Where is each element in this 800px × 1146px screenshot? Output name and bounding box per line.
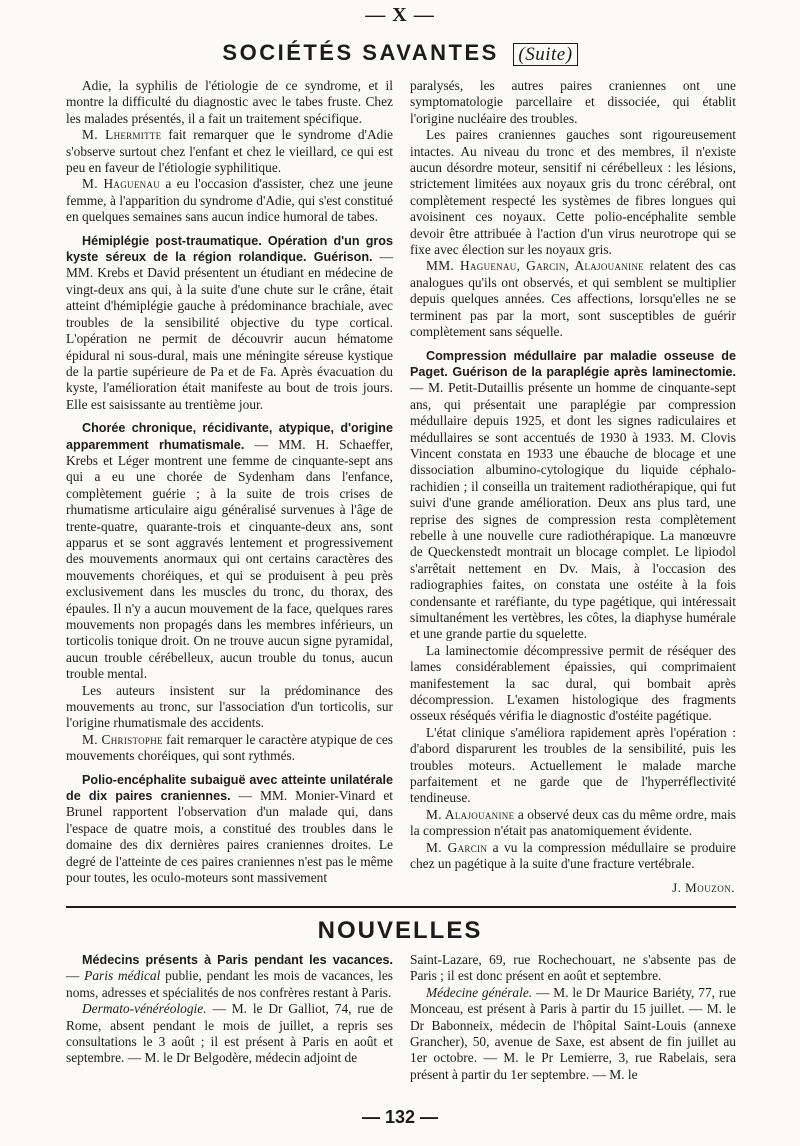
paragraph (66, 176, 393, 225)
paragraph-text: a observé deux cas du même ordre, mais la compression n'était pas anatomiquement évidente. (410, 806, 736, 839)
paragraph-text: L'état clinique s'améliora rapidement après l'opération : d'abord disparurent les troubles de la sensibilité, puis les troubles moteurs. Actuellement le malade marche parfaitement et ne garde que de l'hyperréflectivité tendineuse. (410, 724, 736, 806)
section-suffix: (Suite) (513, 43, 577, 66)
paragraph-text: Adie, la syphilis de l'étiologie de ce syndrome, et il montre la difficulté du diagnostic avec le tabes fruste. Chez les malades présentés, il a fait un traitement spécifique. (66, 78, 393, 126)
speaker-name: M. Lhermitte (82, 127, 162, 143)
nouvelles-paragraph: Saint-Lazare, 69, rue Rochechouart, ne s'absente pas de Paris ; il est donc présent en août et septembre. (410, 952, 736, 984)
speaker-name: M. Garcin (426, 839, 488, 855)
journal-name: Paris médical (84, 968, 161, 984)
paragraph (410, 258, 736, 340)
nouvelles-text: — M. le Dr Maurice Bariéty, 77, rue Monceau, est présent à Paris à partir du 15 juillet. — M. le Dr Babonneix, médecin de l'hôpital Saint-Louis (annexe Grancher), 50, avenue de Saxe, est absent de fin juillet au 1er octobre. — M. le Pr Lemierre, 3, rue Rabelais, sera présent à partir du 1er septembre. — M. le (410, 984, 736, 1082)
paragraph (66, 78, 393, 127)
nouvelles-paragraph (66, 1001, 393, 1067)
rubric-heading: Compression médullaire par maladie osseuse de Paget. Guérison de la paraplégie après laminectomie. (410, 348, 736, 379)
specialty-label: Dermato-vénéréologie. (82, 1001, 207, 1017)
nouvelles-column-right (410, 952, 736, 1083)
section-title (0, 40, 800, 66)
specialty-label: Médecine générale. (426, 984, 533, 1000)
rubric-heading: Hémiplégie post-traumatique. Opération d'un gros kyste séreux de la région rolandique. Guérison. (66, 233, 393, 265)
rubric-heading: Polio-encéphalite subaiguë avec atteinte unilatérale de dix paires craniennes. (66, 772, 393, 804)
speaker-name: M. Haguenau (82, 176, 161, 192)
paragraph-text: Les auteurs insistent sur la prédominance des mouvements au tronc, sur l'association d'un torticolis, sur l'origine rhumatismale des accidents. (66, 682, 393, 731)
author-signature: J. Mouzon. (672, 880, 735, 895)
nouvelles-text: — (66, 968, 85, 984)
paragraph (410, 348, 736, 643)
paragraph (410, 807, 736, 840)
column-left (66, 78, 393, 887)
nouvelles-column-left (66, 952, 393, 1067)
nouvelles-paragraph (66, 952, 393, 1001)
section-divider (66, 906, 736, 908)
rubric-heading: Chorée chronique, récidivante, atypique, d'origine apparemment rhumatismale. (66, 421, 393, 452)
speaker-name: MM. Haguenau, Garcin, Alajouanine (426, 258, 644, 274)
paragraph-text: fait remarquer le caractère atypique de ces mouvements choréiques, qui sont rythmés. (66, 731, 393, 764)
paragraph (66, 127, 393, 176)
paragraph-text: fait remarquer que le syndrome d'Adie s'observe surtout chez l'enfant et chez le vieillard, ce qui est peu en faveur de l'étiologie syphilitique. (66, 127, 394, 176)
paragraph-text: — MM. Monier-Vinard et Brunel rapportent l'observation d'un malade qui, dans l'espace de quatre mois, a constitué des troubles dans le domaine des dix dernières paires craniennes droites. Le degré de l'atteinte de ces paires craniennes n'est pas le même pour toutes, les oculo-moteurs sont massivement (66, 788, 393, 886)
paragraph-text: a eu l'occasion d'assister, chez une jeune femme, à l'apparition du syndrome d'Adie, qui s'est constitué en quelques semaines sans aucun indice humoral de tabes. (66, 176, 393, 225)
column-right (410, 78, 736, 873)
paragraph (410, 127, 736, 258)
paragraph (410, 725, 736, 807)
paragraph-text: — MM. H. Schaeffer, Krebs et Léger montrent une femme de cinquante-sept ans qui a eu une chorée de Sydenham dans l'enfance, complètement guérie ; à la suite de trois crises de rhumatisme articulaire aigu généralisé survenues à l'âge de trente-quatre, quarante-trois et cinquante-deux ans, sont apparus et se sont aggravés lentement et progressivement des mouvements anormaux qui ont certains caractères des mouvements choréiques, et qui se produisent à peu près exclusivement dans les muscles du tronc, du thorax, des épaules. Il n'y a aucun mouvement de la face, quelques rares mouvements non propagés dans les membres inférieurs, un torticolis tonique droit. On ne trouve aucun signe pyramidal, aucun trouble cérébelleux, aucun trouble du tonus, aucun trouble mental. (66, 436, 393, 682)
paragraph-text: a vu la compression médullaire se produire chez un pagétique à la suite d'une fracture vertébrale. (410, 839, 736, 872)
paragraph (410, 78, 736, 127)
speaker-name: M. Christophe (82, 731, 163, 747)
paragraph-text: Les paires craniennes gauches sont rigoureusement intactes. Au niveau du tronc et des membres, il n'existe aucun désordre moteur, sensitif ni cérébelleux : les lésions, strictement limitées aux noyaux gris du tronc cérébral, ont complètement respecté les systèmes de fibres longues qui avoisinent ces noyaux. Cette polio-encéphalite semble devoir être attribuée à l'action d'un virus neurotrope qui se fixe avec élection sur les noyaux gris. (410, 127, 736, 258)
speaker-name: M. Alajouanine (426, 806, 515, 822)
paragraph (66, 772, 393, 887)
paragraph-text: paralysés, les autres paires craniennes ont une symptomatologie parcellaire et dissociée, qui établit l'origine nucléaire des troubles. (410, 78, 736, 126)
roman-numeral-header: — X — (365, 4, 435, 26)
paragraph-text: — M. Petit-Dutaillis présente un homme de cinquante-sept ans, qui présentait une paraplégie par compression médullaire depuis 1925, et dont les signes radiculaires et médullaires se sont accentués de 1930 à 1933. M. Clovis Vincent constata en 1933 une ébauche de blocage et une dissociation albumino-cytologique du liquide céphalo-rachidien ; il conseilla un traitement radiothérapique, qui fut suivi d'une grande amélioration. Deux ans plus tard, une reprise des signes de compression resta complètement rebelle à une nouvelle cure radiothérapique. La manœuvre de Queckenstedt montrait un blocage complet. Le lipiodol s'arrêtait nettement en Dv. Mais, à l'occasion des radiographies faites, on constata une ostéite à la fois condensante et raréfiante, du type pagétique, qui intéressait simultanément les vertèbres, les côtes, la diaphyse humérale et une grande partie du squelette. (410, 380, 736, 642)
nouvelles-text: publie, pendant les mois de vacances, les noms, adresses et spécialités de nos confrères restant à Paris. (66, 968, 393, 1000)
nouvelles-rubric: Médecins présents à Paris pendant les vacances. (82, 953, 393, 967)
paragraph-text: relatent des cas analogues qu'ils ont observés, et qui semblent se multiplier depuis quelques années. Ces affections, lorsqu'elles ne se terminent pas par la mort, sont susceptibles de guérir complètement sans séquelle. (410, 258, 737, 340)
nouvelles-paragraph (410, 985, 736, 1083)
page-number: — 132 — (361, 1107, 439, 1127)
nouvelles-title: NOUVELLES (317, 917, 483, 944)
paragraph (410, 643, 736, 725)
paragraph (410, 840, 736, 873)
paragraph-text: La laminectomie décompressive permit de réséquer des lames considérablement épaissies, qui comprimaient manifestement la sac dural, qui bombait après décompression. L'examen histologique des fragments osseux réséqués vérifia le diagnostic d'ostéite pagétique. (410, 642, 736, 724)
paragraph (66, 732, 393, 765)
paragraph (66, 420, 393, 683)
paragraph (66, 683, 393, 732)
paragraph-text: — MM. Krebs et David présentent un étudiant en médecine de vingt-deux ans qui, à la suite d'une chute sur le crâne, était atteint d'hémiplégie gauche à prédominance brachiale, avec troubles de la sensibilité objective du type cortical. L'opération ne permit de découvrir aucun hématome épidural ni sous-dural, mais une méningite séreuse kystique de la partie supérieure de Pa et de Fa. Après évacuation du kyste, l'amélioration était manifeste au bout de trois jours. Elle est saisissante au trentième jour. (66, 249, 393, 412)
nouvelles-text: — M. le Dr Galliot, 74, rue de Rome, absent pendant le mois de juillet, a repris ses consultations le 3 août ; il est présent à Paris en août et septembre. — M. le Dr Belgodère, médecin adjoint de (66, 1001, 393, 1066)
section-title-text: SOCIÉTÉS SAVANTES (222, 40, 499, 65)
paragraph (66, 233, 393, 413)
